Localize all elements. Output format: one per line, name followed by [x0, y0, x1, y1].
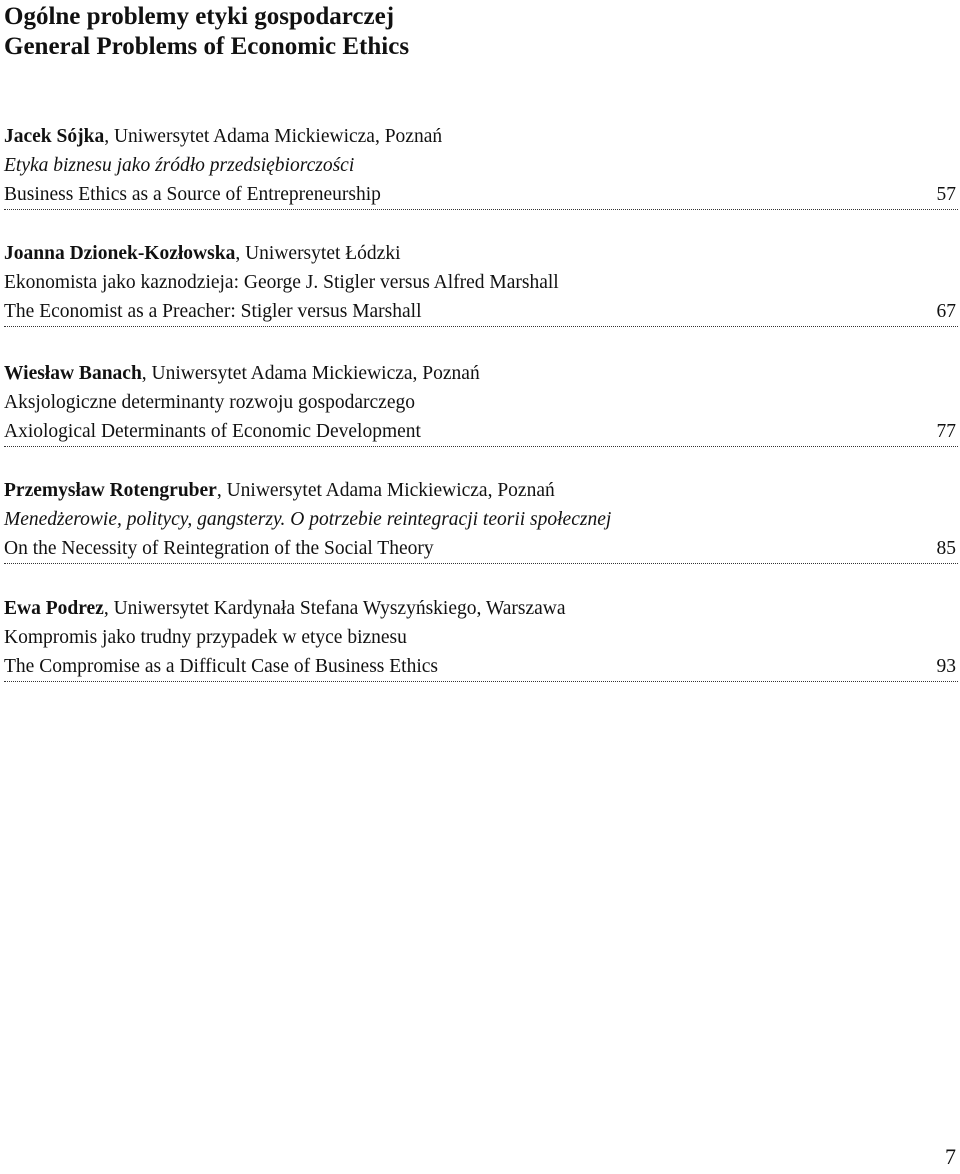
entry-author-line [4, 359, 958, 388]
entry-author: Wiesław Banach [4, 363, 142, 384]
page-number: 7 [945, 1144, 956, 1169]
entry-title-row [4, 297, 958, 327]
entry-affiliation: , Uniwersytet Adama Mickiewicza, Poznań [216, 480, 555, 501]
entry-affiliation: , Uniwersytet Kardynała Stefana Wyszyńskiego, Warszawa [103, 598, 566, 619]
toc-entry[interactable] [4, 359, 958, 447]
entry-page-number: 93 [936, 656, 956, 677]
entry-author: Joanna Dzionek-Kozłowska [4, 243, 236, 264]
entry-title-en: The Compromise as a Difficult Case of Business Ethics [4, 656, 438, 677]
entry-title-en: Business Ethics as a Source of Entrepreneurship [4, 184, 381, 205]
entry-title-row [4, 534, 958, 564]
entry-author: Przemysław Rotengruber [4, 480, 217, 501]
entry-title-row [4, 417, 958, 447]
entry-page-number: 85 [936, 538, 956, 559]
entry-author: Jacek Sójka [4, 126, 105, 147]
entry-title-pl: Aksjologiczne determinanty rozwoju gospodarczego [4, 392, 415, 413]
entry-page-number: 77 [936, 421, 956, 442]
entry-author: Ewa Podrez [4, 598, 104, 619]
toc-entry[interactable] [4, 594, 958, 682]
toc-entry[interactable] [4, 476, 958, 564]
entry-page-number: 67 [936, 301, 956, 322]
entry-author-line [4, 476, 958, 505]
entry-title-pl: Ekonomista jako kaznodzieja: George J. Stigler versus Alfred Marshall [4, 272, 559, 293]
section-title-en: General Problems of Economic Ethics [4, 33, 410, 60]
section-title-pl: Ogólne problemy etyki gospodarczej [4, 3, 395, 30]
entry-page-number: 57 [936, 184, 956, 205]
entry-title-en: On the Necessity of Reintegration of the Social Theory [4, 538, 434, 559]
entry-title-pl: Etyka biznesu jako źródło przedsiębiorczości [4, 155, 355, 176]
entry-title-en: Axiological Determinants of Economic Development [4, 421, 421, 442]
toc-entry[interactable] [4, 122, 958, 210]
entry-author-line [4, 122, 958, 151]
entry-affiliation: , Uniwersytet Adama Mickiewicza, Poznań [141, 363, 480, 384]
section-heading [4, 2, 409, 62]
toc-entry[interactable] [4, 239, 958, 327]
entry-title-en: The Economist as a Preacher: Stigler versus Marshall [4, 301, 422, 322]
entry-title-pl: Kompromis jako trudny przypadek w etyce biznesu [4, 627, 407, 648]
entry-author-line [4, 594, 958, 623]
entry-title-pl: Menedżerowie, politycy, gangsterzy. O potrzebie reintegracji teorii społecznej [4, 509, 612, 530]
entry-affiliation: , Uniwersytet Łódzki [235, 243, 401, 264]
entry-affiliation: , Uniwersytet Adama Mickiewicza, Poznań [104, 126, 443, 147]
entry-title-row [4, 180, 958, 210]
entry-author-line [4, 239, 958, 268]
entry-title-row [4, 652, 958, 682]
